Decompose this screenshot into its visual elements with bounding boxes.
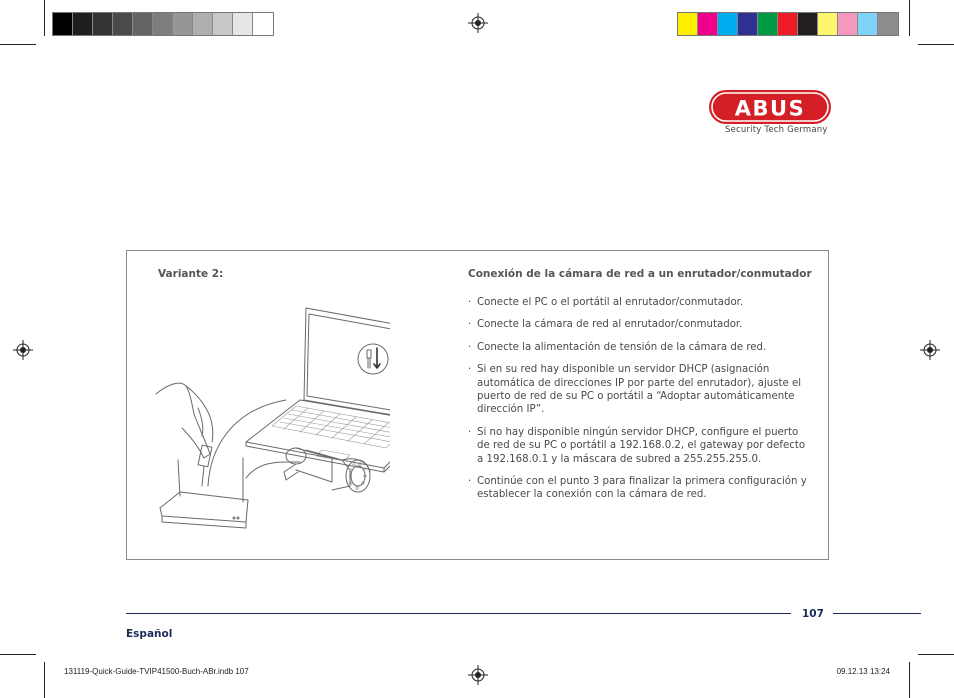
instruction-text: Si no hay disponible ningún servidor DHCP, configure el puerto de red de su PC o portátil a 192.168.0.2, el gateway por defecto a 192.168.0.1 y la máscara de subred a 255.255.255.0.	[477, 426, 806, 465]
registration-mark-icon	[468, 665, 488, 685]
crop-mark	[918, 654, 954, 655]
color-swatch	[878, 13, 898, 35]
color-swatch	[858, 13, 878, 35]
instruction-item	[468, 363, 813, 417]
registration-mark-icon	[13, 340, 33, 360]
gray-swatch	[53, 13, 73, 35]
color-swatch	[838, 13, 858, 35]
gray-swatch	[213, 13, 233, 35]
color-swatch	[718, 13, 738, 35]
gray-swatch	[253, 13, 273, 35]
crop-mark	[44, 662, 45, 698]
instruction-text: Continúe con el punto 3 para finalizar la primera configuración y establecer la conexión con la cámara de red.	[477, 476, 807, 501]
section-heading: Conexión de la cámara de red a un enrutador/conmutador	[468, 268, 812, 280]
crop-mark	[909, 0, 910, 36]
slug-file: 131119-Quick-Guide-TVIP41500-Buch-ABr.indb 107	[64, 667, 249, 676]
gray-swatch	[153, 13, 173, 35]
color-swatch	[758, 13, 778, 35]
instruction-item	[468, 341, 813, 354]
color-swatch	[818, 13, 838, 35]
crop-mark	[909, 662, 910, 698]
crop-mark	[0, 44, 36, 45]
instruction-item	[468, 426, 813, 466]
crop-mark	[0, 654, 36, 655]
router-antenna	[178, 460, 180, 496]
instruction-text: Conecte la alimentación de tensión de la cámara de red.	[477, 341, 767, 353]
bullet-marker: ·	[468, 476, 472, 488]
instruction-text: Conecte el PC o el portátil al enrutador/conmutador.	[477, 297, 744, 308]
instruction-item	[468, 475, 813, 502]
bullet-marker: ·	[468, 426, 472, 438]
registration-mark-icon	[468, 13, 488, 33]
crop-mark	[44, 0, 45, 36]
svg-text:ABUS: ABUS	[734, 96, 806, 121]
gray-swatch	[73, 13, 93, 35]
footer-rule	[126, 613, 791, 614]
registration-mark-icon	[920, 340, 940, 360]
instruction-list	[468, 296, 813, 511]
gray-swatch	[133, 13, 153, 35]
gray-swatch	[93, 13, 113, 35]
crop-mark	[918, 44, 954, 45]
gray-swatch	[233, 13, 253, 35]
camera	[284, 448, 370, 492]
instruction-text: Si en su red hay disponible un servidor DHCP (asignación automática de direcciones IP por parte del enrutador), ajuste el puerto de red de su PC o portátil a “Adoptar automáticamente dirección IP”.	[477, 364, 802, 416]
color-swatch	[678, 13, 698, 35]
instruction-item	[468, 318, 813, 331]
gray-swatch	[173, 13, 193, 35]
gray-swatch	[113, 13, 133, 35]
page-number: 107	[802, 608, 824, 620]
instruction-item	[468, 296, 813, 309]
color-swatch	[798, 13, 818, 35]
bullet-marker: ·	[468, 319, 472, 331]
instruction-text: Conecte la cámara de red al enrutador/conmutador.	[477, 319, 743, 331]
gray-swatch	[193, 13, 213, 35]
network-connection-illustration	[150, 300, 390, 540]
footer-rule	[833, 613, 921, 614]
bullet-marker: ·	[468, 297, 472, 308]
bullet-marker: ·	[468, 341, 472, 353]
color-swatch	[778, 13, 798, 35]
color-swatch	[738, 13, 758, 35]
variant-label: Variante 2:	[158, 268, 224, 280]
slug-date: 09.12.13 13:24	[836, 667, 890, 676]
language-label: Español	[126, 628, 173, 640]
logo-tagline: Security Tech Germany	[725, 125, 828, 135]
gray-color-bar	[52, 12, 274, 36]
color-swatch	[698, 13, 718, 35]
bullet-marker: ·	[468, 364, 472, 376]
cmyk-color-bar	[677, 12, 899, 36]
network-plug-icon	[358, 344, 388, 374]
